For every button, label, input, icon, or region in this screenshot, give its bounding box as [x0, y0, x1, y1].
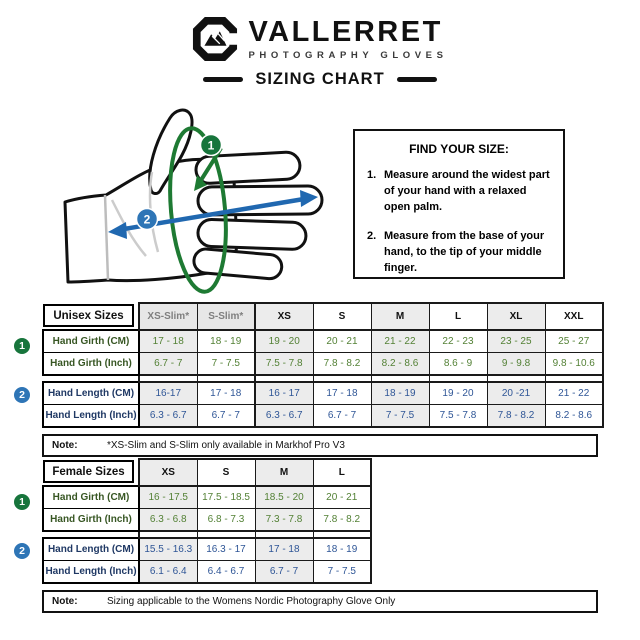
table-title: Unisex Sizes: [43, 304, 134, 327]
spacer-cell: [255, 531, 313, 538]
row-label: Hand Girth (Inch): [43, 509, 139, 532]
size-cell: 9 - 9.8: [487, 353, 545, 376]
size-cell: 7.3 - 7.8: [255, 509, 313, 532]
row-label: Hand Length (CM): [43, 382, 139, 405]
brand-name: VALLERRET: [248, 15, 443, 48]
note-text: Sizing applicable to the Womens Nordic Photography Glove Only: [107, 596, 396, 607]
size-cell: 18 - 19: [313, 538, 371, 561]
size-cell: 7 - 7.5: [197, 353, 255, 376]
spacer-cell: [43, 375, 139, 382]
table-row: [43, 330, 603, 353]
table-row: [43, 353, 603, 376]
instruction-step: [367, 168, 551, 216]
pinky-finger: [193, 248, 283, 280]
size-cell: 17 - 18: [197, 382, 255, 405]
spacer-cell: [545, 375, 603, 382]
length-badge-number: 2: [143, 212, 151, 227]
size-cell: 15.5 - 16.3: [139, 538, 197, 561]
table-row: [43, 382, 603, 405]
girth-badge-number: 1: [207, 138, 215, 153]
length-row-marker: 2: [14, 543, 30, 559]
table-row: [43, 509, 371, 532]
size-cell: 8.6 - 9: [429, 353, 487, 376]
spacer-cell: [429, 375, 487, 382]
size-cell: 9.8 - 10.6: [545, 353, 603, 376]
length-row-marker: 2: [14, 387, 30, 403]
find-your-size-box: [353, 129, 565, 279]
size-cell: 17 - 18: [255, 538, 313, 561]
size-cell: 19 - 20: [429, 382, 487, 405]
size-column-header: L: [429, 303, 487, 330]
ring-finger: [198, 219, 307, 250]
title-dash-right: [397, 77, 437, 82]
step-number: 1.: [367, 169, 377, 181]
size-column-header: S: [313, 303, 371, 330]
size-column-header: XXL: [545, 303, 603, 330]
note-label: Note:: [52, 596, 78, 607]
row-label: Hand Girth (CM): [43, 486, 139, 509]
size-cell: 6.3 - 6.7: [139, 405, 197, 428]
size-cell: 8.2 - 8.6: [371, 353, 429, 376]
find-your-size-title: FIND YOUR SIZE:: [409, 142, 509, 156]
spacer-cell: [139, 531, 197, 538]
size-cell: 16.3 - 17: [197, 538, 255, 561]
brand-logo: [0, 16, 640, 62]
row-label: Hand Length (Inch): [43, 561, 139, 584]
size-cell: 6.7 - 7: [255, 561, 313, 584]
spacer-cell: [139, 375, 197, 382]
row-label: Hand Length (CM): [43, 538, 139, 561]
unisex-size-table: [42, 302, 604, 428]
size-cell: 19 - 20: [255, 330, 313, 353]
size-cell: 7 - 7.5: [313, 561, 371, 584]
table-row: [43, 538, 371, 561]
size-cell: 7.5 - 7.8: [255, 353, 313, 376]
size-cell: 7.8 - 8.2: [313, 509, 371, 532]
size-cell: 6.3 - 6.7: [255, 405, 313, 428]
size-cell: 18 - 19: [371, 382, 429, 405]
spacer-cell: [371, 375, 429, 382]
female-note: [42, 590, 598, 613]
size-cell: 17 - 18: [139, 330, 197, 353]
size-cell: 25 - 27: [545, 330, 603, 353]
size-column-header: XS: [139, 459, 197, 486]
step-text: Measure from the base of your hand, to the tip of your middle finger.: [384, 229, 545, 274]
size-cell: 18.5 - 20: [255, 486, 313, 509]
size-cell: 18 - 19: [197, 330, 255, 353]
header: [0, 16, 640, 89]
table-corner-cell: [43, 303, 139, 330]
size-cell: 22 - 23: [429, 330, 487, 353]
spacer-cell: [197, 375, 255, 382]
size-column-header: XL: [487, 303, 545, 330]
size-cell: 20 - 21: [313, 330, 371, 353]
step-text: Measure around the widest part of your hand with a relaxed open palm.: [384, 169, 550, 213]
size-cell: 17 - 18: [313, 382, 371, 405]
note-label: Note:: [52, 440, 78, 451]
size-column-header: M: [255, 459, 313, 486]
girth-row-marker: 1: [14, 494, 30, 510]
table-row: [43, 561, 371, 584]
size-cell: 20 - 21: [313, 486, 371, 509]
step-number: 2.: [367, 229, 377, 242]
title-dash-left: [203, 77, 243, 82]
hand-measurement-illustration: [48, 98, 343, 295]
table-row: [43, 405, 603, 428]
size-cell: 6.1 - 6.4: [139, 561, 197, 584]
size-cell: 6.4 - 6.7: [197, 561, 255, 584]
size-column-header: M: [371, 303, 429, 330]
size-cell: 21 - 22: [371, 330, 429, 353]
table-corner-cell: [43, 459, 139, 486]
row-label: Hand Girth (Inch): [43, 353, 139, 376]
spacer-cell: [255, 375, 313, 382]
spacer-cell: [487, 375, 545, 382]
size-cell: 16 - 17: [255, 382, 313, 405]
female-size-table-section: [19, 458, 598, 613]
page-title-row: [0, 70, 640, 89]
size-cell: 6.7 - 7: [139, 353, 197, 376]
size-cell: 16 - 17.5: [139, 486, 197, 509]
row-label: Hand Length (Inch): [43, 405, 139, 428]
size-cell: 7 - 7.5: [371, 405, 429, 428]
page-title: SIZING CHART: [255, 70, 385, 88]
note-text: *XS-Slim and S-Slim only available in Markhof Pro V3: [107, 440, 345, 451]
size-column-header: XS-Slim*: [139, 303, 197, 330]
size-column-header: S-Slim*: [197, 303, 255, 330]
spacer-cell: [43, 531, 139, 538]
size-cell: 6.7 - 7: [197, 405, 255, 428]
size-column-header: S: [197, 459, 255, 486]
size-column-header: XS: [255, 303, 313, 330]
size-cell: 20 -21: [487, 382, 545, 405]
size-cell: 7.5 - 7.8: [429, 405, 487, 428]
size-cell: 6.3 - 6.8: [139, 509, 197, 532]
size-cell: 17.5 - 18.5: [197, 486, 255, 509]
row-label: Hand Girth (CM): [43, 330, 139, 353]
girth-row-marker: 1: [14, 338, 30, 354]
unisex-note: [42, 434, 598, 457]
spacer-cell: [313, 531, 371, 538]
table-title: Female Sizes: [43, 460, 134, 483]
female-size-table: [42, 458, 372, 584]
spacer-cell: [197, 531, 255, 538]
vallerret-logo-icon: [192, 16, 238, 62]
size-cell: 23 - 25: [487, 330, 545, 353]
size-cell: 16-17: [139, 382, 197, 405]
size-cell: 6.7 - 7: [313, 405, 371, 428]
table-row: [43, 486, 371, 509]
size-cell: 6.8 - 7.3: [197, 509, 255, 532]
size-cell: 8.2 - 8.6: [545, 405, 603, 428]
size-cell: 7.8 - 8.2: [313, 353, 371, 376]
size-cell: 21 - 22: [545, 382, 603, 405]
unisex-size-table-section: [19, 302, 604, 457]
size-column-header: L: [313, 459, 371, 486]
instruction-step: [367, 229, 551, 277]
spacer-cell: [313, 375, 371, 382]
brand-tagline: PHOTOGRAPHY GLOVES: [248, 49, 448, 61]
size-cell: 7.8 - 8.2: [487, 405, 545, 428]
